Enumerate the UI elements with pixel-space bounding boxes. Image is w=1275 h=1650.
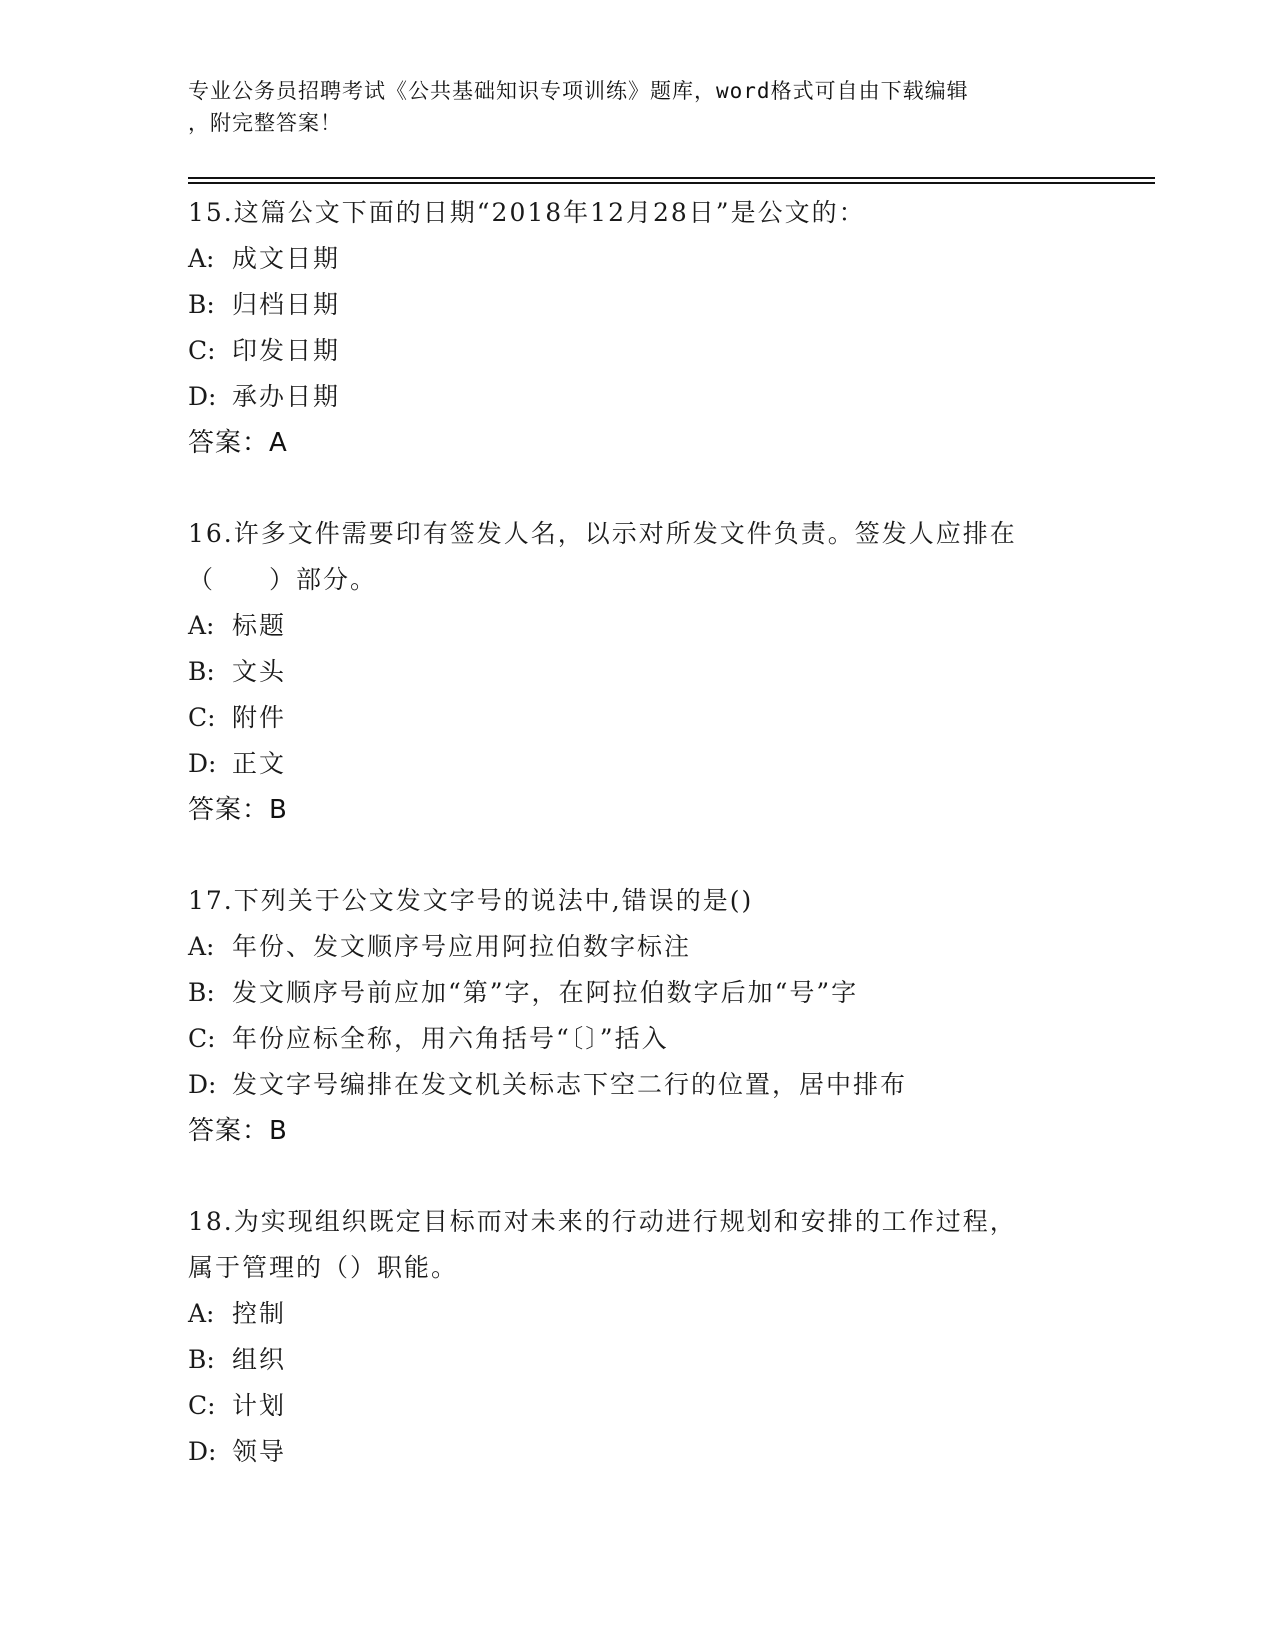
option-a	[188, 924, 1088, 970]
option-letter: C:	[188, 1024, 216, 1053]
answer-text: 答案：B	[188, 795, 288, 825]
option-letter: C:	[188, 703, 216, 732]
option-text: 发文顺序号前应加“第”字，在阿拉伯数字后加“号”字	[232, 978, 859, 1007]
document-header	[188, 75, 1068, 139]
question-stem: 16.许多文件需要印有签发人名，以示对所发文件负责。签发人应排在	[188, 519, 1017, 548]
option-letter: B:	[188, 1345, 215, 1374]
option-text: 文头	[232, 657, 287, 686]
option-d	[188, 741, 1088, 787]
header-rule-top	[188, 177, 1155, 179]
option-letter: B:	[188, 290, 215, 319]
option-d	[188, 374, 1088, 420]
option-text: 年份应标全称，用六角括号“〔〕”括入	[232, 1024, 669, 1053]
option-b	[188, 970, 1088, 1016]
question-stem: 15.这篇公文下面的日期“2018年12月28日”是公文的：	[188, 198, 866, 227]
option-b	[188, 1337, 1088, 1383]
option-text: 归档日期	[232, 290, 341, 319]
question-list	[188, 190, 1088, 1475]
option-letter: D:	[188, 1070, 217, 1099]
header-line-1: 专业公务员招聘考试《公共基础知识专项训练》题库，word格式可自由下载编辑	[188, 79, 969, 103]
option-text: 承办日期	[232, 382, 341, 411]
option-text: 标题	[232, 611, 287, 640]
question-16	[188, 511, 1088, 833]
question-15	[188, 190, 1088, 466]
question-stem: 17.下列关于公文发文字号的说法中,错误的是()	[188, 886, 754, 915]
answer-text: 答案：B	[188, 1116, 288, 1146]
option-letter: A:	[188, 611, 215, 640]
option-letter: C:	[188, 1391, 216, 1420]
option-c	[188, 1383, 1088, 1429]
option-text: 计划	[232, 1391, 287, 1420]
option-d	[188, 1429, 1088, 1475]
question-stem-continued: （ ）部分。	[188, 565, 378, 594]
question-17	[188, 878, 1088, 1154]
option-a	[188, 603, 1088, 649]
option-letter: A:	[188, 932, 215, 961]
option-text: 发文字号编排在发文机关标志下空二行的位置，居中排布	[232, 1070, 908, 1099]
question-18	[188, 1199, 1088, 1475]
option-d	[188, 1062, 1088, 1108]
option-letter: A:	[188, 1299, 215, 1328]
question-gap	[188, 466, 1088, 511]
question-stem-continued: 属于管理的（）职能。	[188, 1253, 459, 1282]
header-rule-bottom	[188, 182, 1155, 184]
option-text: 组织	[232, 1345, 287, 1374]
option-text: 年份、发文顺序号应用阿拉伯数字标注	[232, 932, 692, 961]
option-letter: D:	[188, 1437, 217, 1466]
option-text: 附件	[232, 703, 287, 732]
header-line-2: ，附完整答案！	[188, 111, 342, 135]
question-gap	[188, 1154, 1088, 1199]
option-text: 控制	[232, 1299, 287, 1328]
option-text: 印发日期	[232, 336, 341, 365]
answer-text: 答案：A	[188, 428, 288, 458]
option-text: 领导	[232, 1437, 287, 1466]
option-b	[188, 282, 1088, 328]
option-text: 正文	[232, 749, 287, 778]
option-a	[188, 1291, 1088, 1337]
option-letter: C:	[188, 336, 216, 365]
option-b	[188, 649, 1088, 695]
question-gap	[188, 833, 1088, 878]
option-text: 成文日期	[232, 244, 341, 273]
option-letter: B:	[188, 657, 215, 686]
question-stem: 18.为实现组织既定目标而对未来的行动进行规划和安排的工作过程，	[188, 1207, 1017, 1236]
option-c	[188, 328, 1088, 374]
option-a	[188, 236, 1088, 282]
option-c	[188, 1016, 1088, 1062]
option-letter: D:	[188, 749, 217, 778]
option-letter: D:	[188, 382, 217, 411]
option-letter: B:	[188, 978, 215, 1007]
option-letter: A:	[188, 244, 215, 273]
option-c	[188, 695, 1088, 741]
